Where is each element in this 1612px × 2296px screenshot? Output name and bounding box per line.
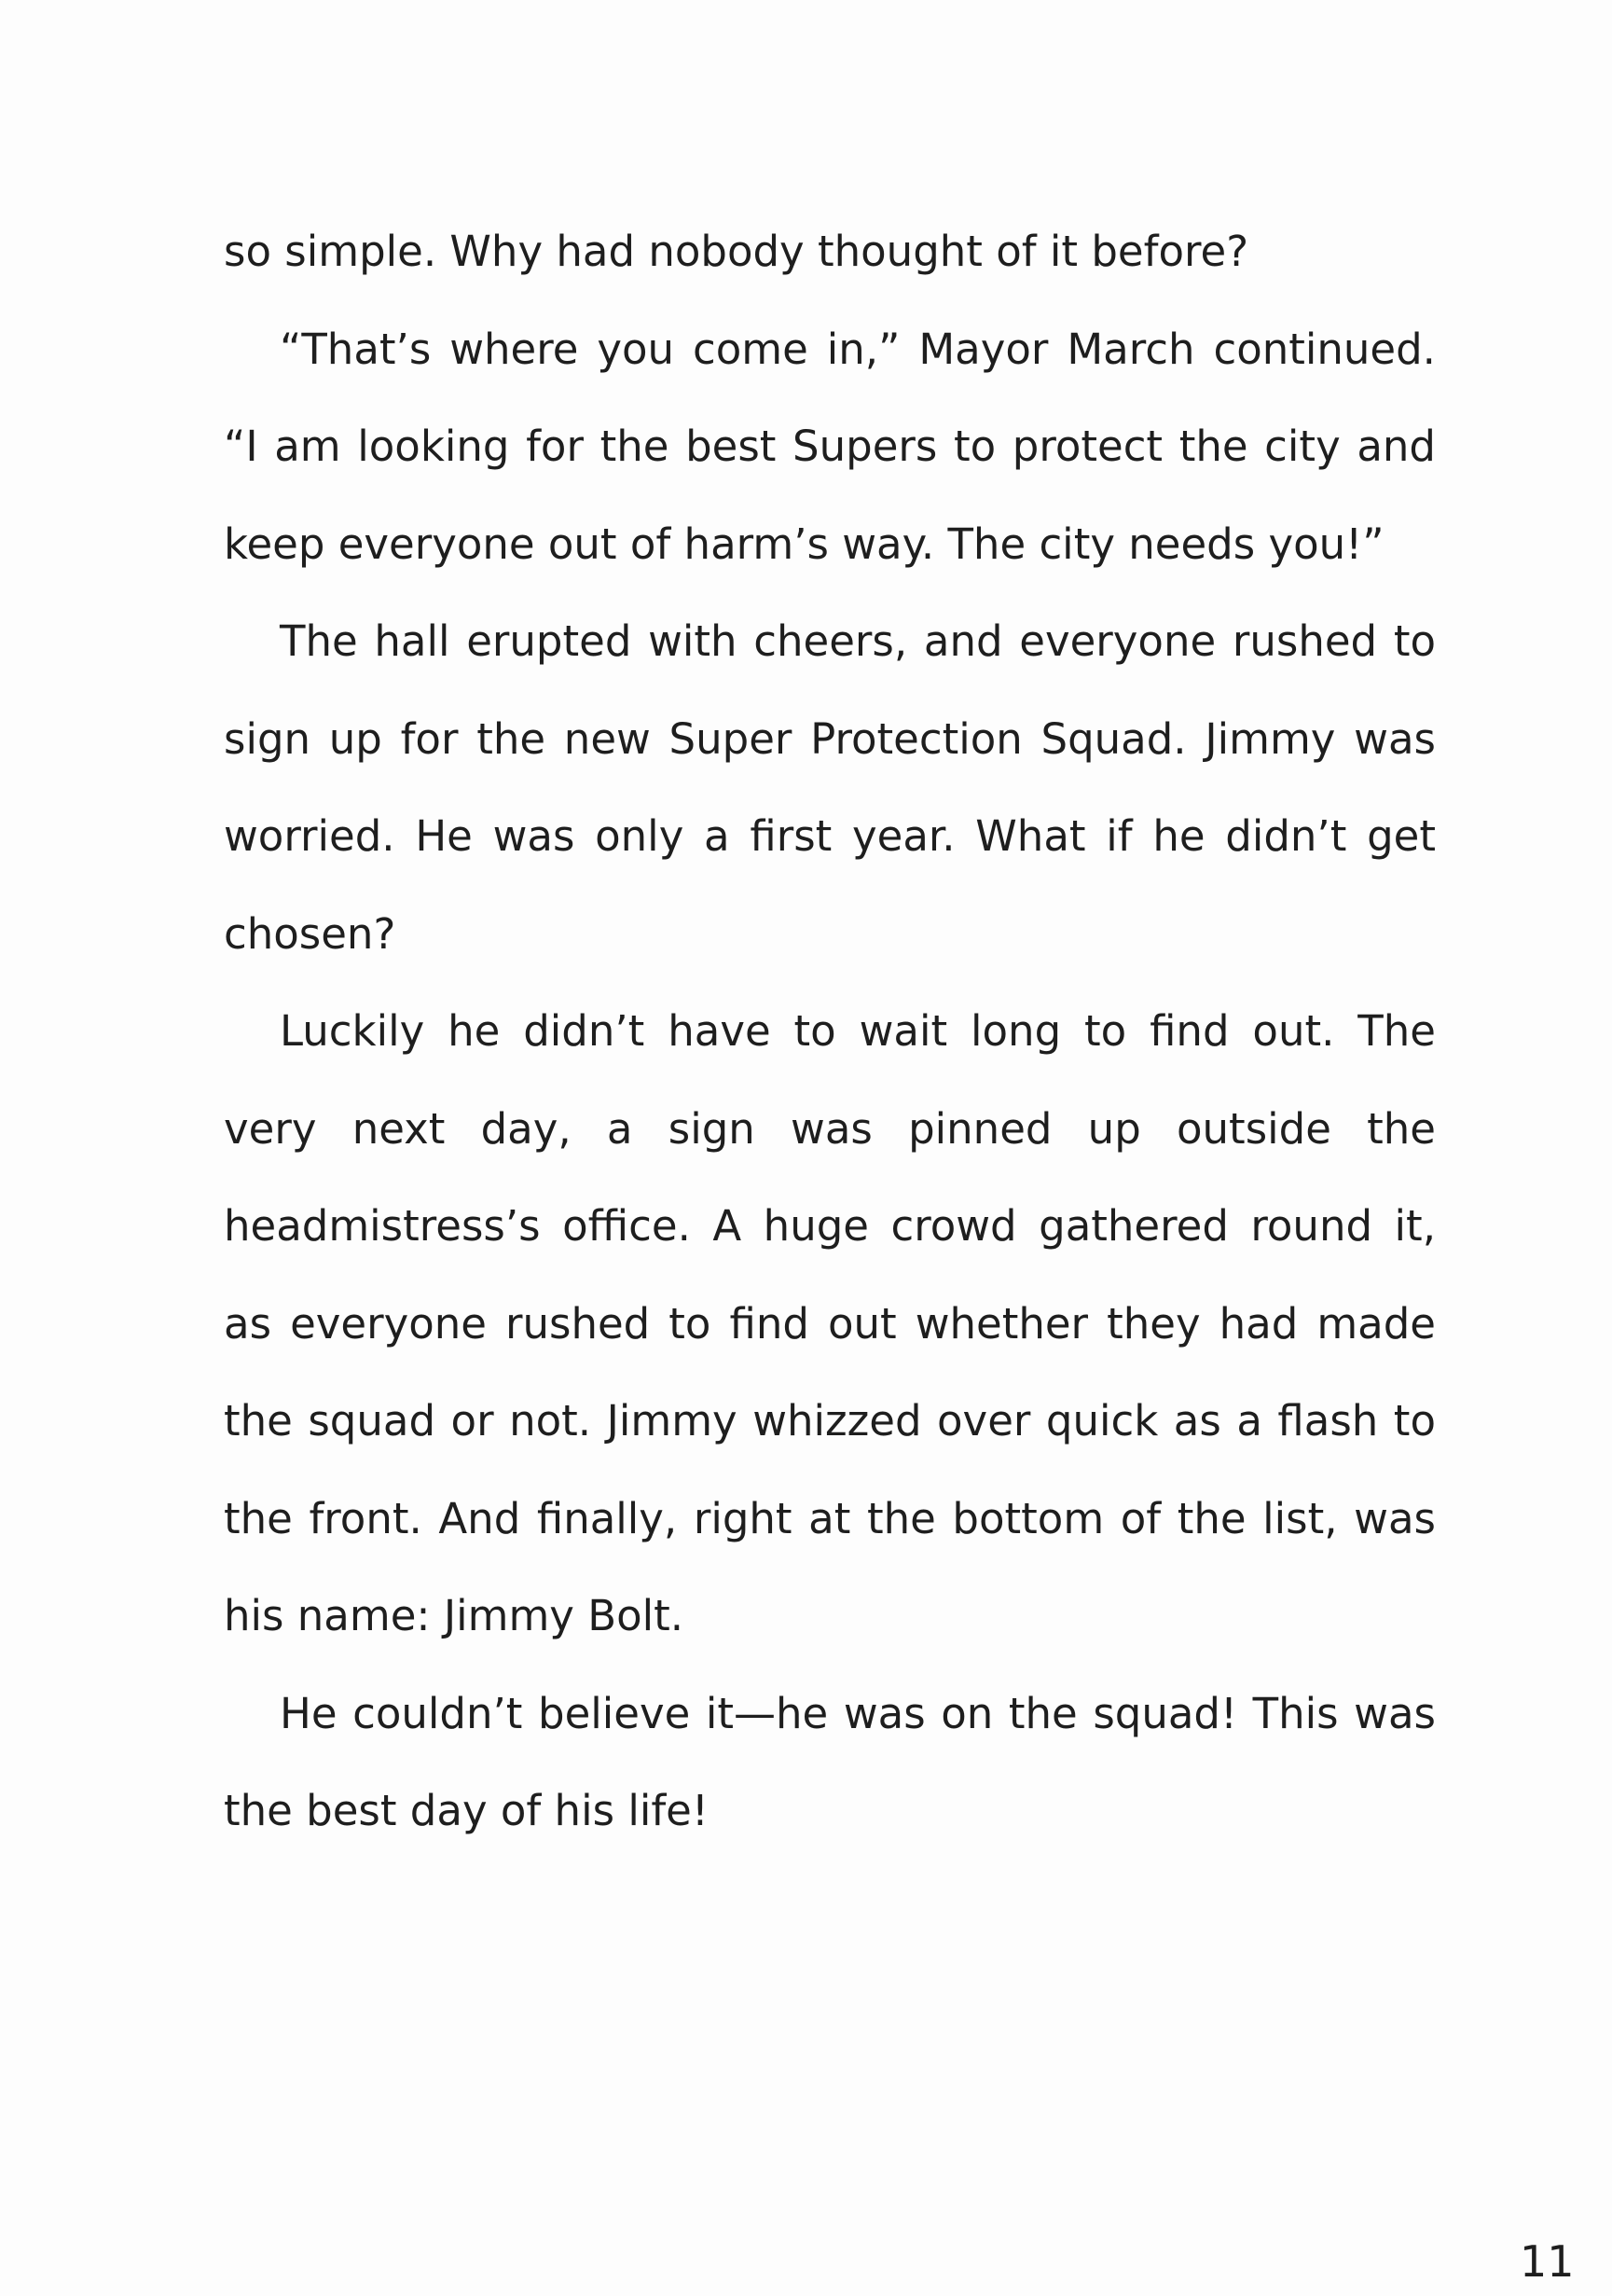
paragraph-on-the-squad: He couldn’t believe it—he was on the squad! This was the best day of his life! [224, 1688, 1436, 1835]
story-text [224, 203, 1436, 1860]
page-number: 11 [1520, 2236, 1575, 2287]
paragraph-mayor-speech: “That’s where you come in,” Mayor March continued. “I am looking for the best Supers to protect the city and keep everyone out of harm’s way. The city needs you!” [224, 324, 1436, 569]
paragraph-sign-list: Luckily he didn’t have to wait long to find out. The very next day, a sign was pinned up outside the headmistress’s office. A huge crowd gathered round it, as everyone rushed to find out whether they had made the squad or not. Jimmy whizzed over quick as a flash to the front. And finally, right at the bottom of the list, was his name: Jimmy Bolt. [224, 1006, 1436, 1640]
paragraph-hall-cheers: The hall erupted with cheers, and everyone rushed to sign up for the new Super Protection Squad. Jimmy was worried. He was only a first year. What if he didn’t get chosen? [224, 616, 1436, 959]
paragraph-continuation: so simple. Why had nobody thought of it before? [224, 227, 1249, 276]
